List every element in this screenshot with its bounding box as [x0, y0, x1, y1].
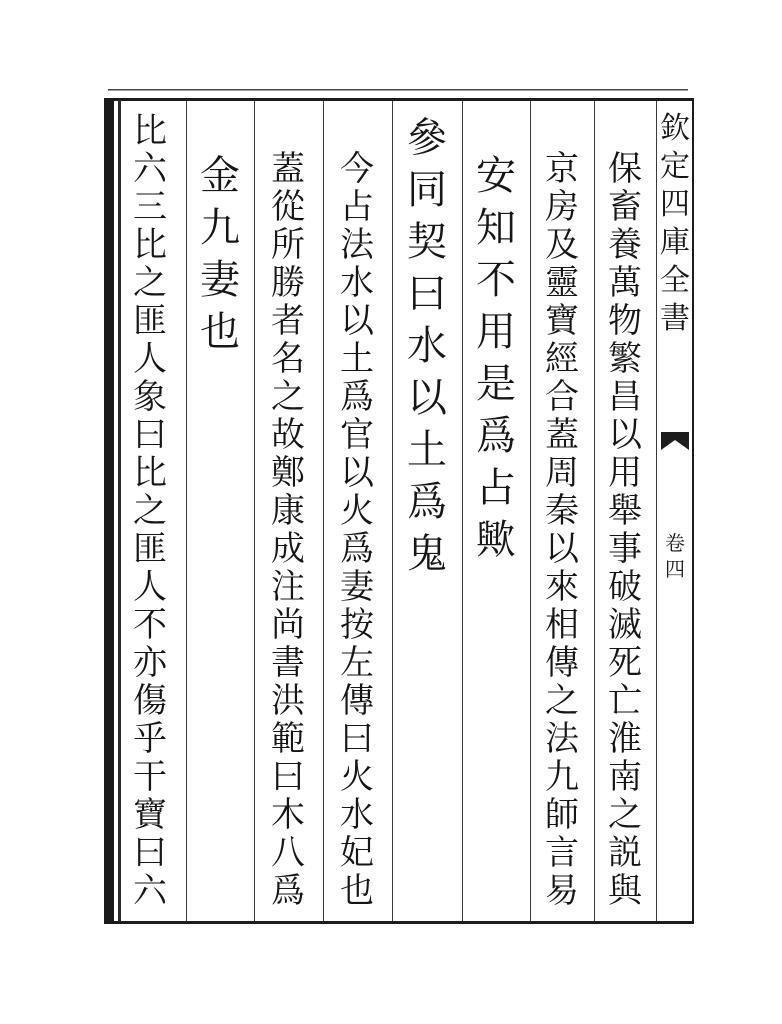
text-char: 以: [340, 453, 374, 493]
text-column: [595, 150, 655, 910]
text-char: 也: [200, 309, 240, 355]
text-char: 故: [271, 415, 305, 455]
text-char: 易: [545, 871, 579, 911]
text-char: 周: [545, 453, 579, 493]
text-char: 安: [476, 153, 516, 199]
text-char: 知: [476, 205, 516, 251]
text-char: 房: [545, 187, 579, 227]
book-title: [656, 110, 694, 338]
text-char: 言: [545, 833, 579, 873]
text-char: 金: [200, 153, 240, 199]
text-char: 按: [340, 605, 374, 645]
text-char: 之: [271, 377, 305, 417]
text-char: 曰: [407, 271, 447, 317]
text-char: 水: [340, 263, 374, 303]
text-char: 九: [545, 757, 579, 797]
text-char: 火: [340, 491, 374, 531]
text-char: 干: [133, 757, 167, 797]
text-char: 不: [133, 605, 167, 645]
text-char: 契: [407, 219, 447, 265]
text-char: 師: [545, 795, 579, 835]
text-char: 繁: [608, 339, 642, 379]
book-title-char: 欽: [660, 111, 690, 146]
text-char: 書: [271, 643, 305, 683]
volume-char: 卷: [665, 531, 685, 555]
text-char: 勝: [271, 263, 305, 303]
text-char: 妻: [200, 257, 240, 303]
text-char: 曰: [133, 415, 167, 455]
text-char: 火: [340, 757, 374, 797]
text-char: 也: [340, 871, 374, 911]
book-title-char: 全: [660, 263, 690, 298]
text-char: 萬: [608, 263, 642, 303]
text-char: 左: [340, 643, 374, 683]
text-char: 秦: [545, 491, 579, 531]
text-char: 蓋: [545, 415, 579, 455]
text-char: 蓋: [271, 149, 305, 189]
text-char: 者: [271, 301, 305, 341]
text-char: 水: [340, 795, 374, 835]
text-char: 九: [200, 205, 240, 251]
text-char: 參: [407, 115, 447, 161]
fishtail-mark: [660, 430, 690, 452]
text-char: 用: [608, 453, 642, 493]
text-char: 死: [608, 643, 642, 683]
volume-char: 四: [665, 557, 685, 581]
text-char: 畜: [608, 187, 642, 227]
text-char: 滅: [608, 605, 642, 645]
text-char: 匪: [133, 301, 167, 341]
text-char: 洪: [271, 681, 305, 721]
text-char: 乎: [133, 719, 167, 759]
text-char: 土: [340, 339, 374, 379]
text-char: 以: [608, 415, 642, 455]
text-char: 破: [608, 567, 642, 607]
text-char: 比: [133, 225, 167, 265]
text-char: 象: [133, 377, 167, 417]
text-char: 相: [545, 605, 579, 645]
text-char: 人: [133, 567, 167, 607]
text-char: 尚: [271, 605, 305, 645]
text-char: 舉: [608, 491, 642, 531]
text-char: 爲: [340, 529, 374, 569]
text-char: 養: [608, 225, 642, 265]
text-column: [397, 112, 457, 580]
text-char: 占: [340, 187, 374, 227]
spine-border: [104, 98, 114, 924]
text-char: 比: [133, 453, 167, 493]
text-char: 與: [608, 871, 642, 911]
text-char: 南: [608, 757, 642, 797]
text-char: 爲: [407, 479, 447, 525]
text-char: 曰: [271, 757, 305, 797]
text-char: 六: [133, 149, 167, 189]
text-char: 所: [271, 225, 305, 265]
text-char: 八: [271, 833, 305, 873]
text-char: 範: [271, 719, 305, 759]
header-strip: [656, 100, 694, 922]
text-char: 六: [133, 871, 167, 911]
text-char: 及: [545, 225, 579, 265]
text-char: 經: [545, 339, 579, 379]
book-title-char: 庫: [660, 225, 690, 260]
text-char: 鬼: [407, 531, 447, 577]
text-char: 成: [271, 529, 305, 569]
text-char: 寶: [133, 795, 167, 835]
text-char: 爲: [476, 413, 516, 459]
text-char: 之: [608, 795, 642, 835]
text-char: 亦: [133, 643, 167, 683]
text-char: 比: [133, 111, 167, 151]
text-column: [120, 112, 180, 910]
book-title-char: 四: [660, 187, 690, 222]
text-char: 來: [545, 567, 579, 607]
text-char: 傳: [340, 681, 374, 721]
column-rule: [530, 101, 531, 921]
text-char: 占: [476, 465, 516, 511]
text-char: 淮: [608, 719, 642, 759]
text-char: 官: [340, 415, 374, 455]
text-char: 注: [271, 567, 305, 607]
text-column: [532, 150, 592, 910]
text-char: 亡: [608, 681, 642, 721]
text-char: 用: [476, 309, 516, 355]
text-char: 爲: [271, 871, 305, 911]
text-char: 歟: [476, 517, 516, 563]
text-char: 曰: [340, 719, 374, 759]
text-char: 同: [407, 167, 447, 213]
text-char: 今: [340, 149, 374, 189]
text-char: 匪: [133, 529, 167, 569]
text-char: 靈: [545, 263, 579, 303]
text-char: 以: [340, 301, 374, 341]
text-char: 以: [545, 529, 579, 569]
book-title-char: 定: [660, 149, 690, 184]
column-rule: [323, 101, 324, 921]
text-column: [190, 150, 250, 358]
text-column: [258, 150, 318, 910]
text-char: 之: [545, 681, 579, 721]
text-char: 事: [608, 529, 642, 569]
text-char: 昌: [608, 377, 642, 417]
volume-label: [656, 530, 694, 582]
text-char: 不: [476, 257, 516, 303]
text-column: [327, 150, 387, 910]
text-char: 保: [608, 149, 642, 189]
text-char: 傳: [545, 643, 579, 683]
column-rule: [254, 101, 255, 921]
text-char: 妻: [340, 567, 374, 607]
text-char: 鄭: [271, 453, 305, 493]
text-char: 妃: [340, 833, 374, 873]
text-char: 曰: [133, 833, 167, 873]
column-rule: [462, 101, 463, 921]
text-char: 之: [133, 491, 167, 531]
text-char: 京: [545, 149, 579, 189]
top-edge-texture: [108, 88, 688, 92]
text-char: 以: [407, 375, 447, 421]
text-char: 合: [545, 377, 579, 417]
text-char: 傷: [133, 681, 167, 721]
text-char: 法: [340, 225, 374, 265]
text-char: 之: [133, 263, 167, 303]
text-char: 三: [133, 187, 167, 227]
book-title-char: 書: [660, 301, 690, 336]
text-char: 寶: [545, 301, 579, 341]
text-char: 物: [608, 301, 642, 341]
text-char: 土: [407, 427, 447, 473]
text-char: 木: [271, 795, 305, 835]
text-char: 人: [133, 339, 167, 379]
text-char: 康: [271, 491, 305, 531]
text-char: 法: [545, 719, 579, 759]
text-char: 是: [476, 361, 516, 407]
column-rule: [392, 101, 393, 921]
text-char: 爲: [340, 377, 374, 417]
text-column: [466, 150, 526, 566]
text-char: 水: [407, 323, 447, 369]
text-char: 從: [271, 187, 305, 227]
text-char: 名: [271, 339, 305, 379]
column-rule: [186, 101, 187, 921]
text-char: 説: [608, 833, 642, 873]
